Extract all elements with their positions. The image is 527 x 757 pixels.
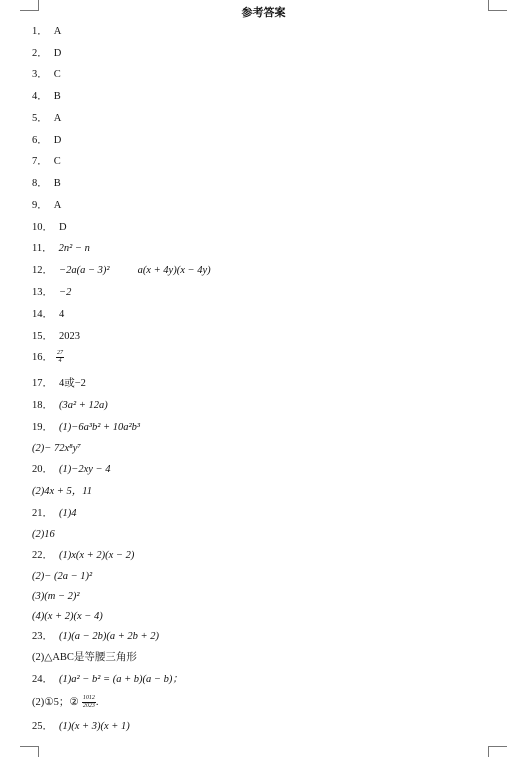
answer-22-part-1: 22． (1)x(x + 2)(x − 2) <box>32 550 135 561</box>
answer-10: 10． D <box>32 222 67 233</box>
answer-16: 16． $\frac{27}{4}$ <box>32 350 63 364</box>
answer-17: 17． 4或−2 <box>32 378 86 389</box>
answer-4: 4． B <box>32 91 61 102</box>
answer-21-part-1: 21． (1)4 <box>32 508 77 519</box>
answer-3: 3． C <box>32 69 61 80</box>
answer-22-part-3: (3)(m − 2)² <box>32 591 80 602</box>
answer-18: 18． (3a² + 12a) <box>32 400 108 411</box>
answer-12: 12． −2a(a − 3)² a(x + 4y)(x − 4y) <box>32 265 211 276</box>
answer-23-part-1: 23． (1)(a − 2b)(a + 2b + 2) <box>32 631 159 642</box>
fraction: $\frac{1012}{2023}$ <box>82 695 95 709</box>
answer-14: 14． 4 <box>32 309 65 320</box>
answer-23-part-2: (2)△ABC是等腰三角形 <box>32 652 137 663</box>
answer-7: 7． C <box>32 156 61 167</box>
answer-24-part-1: 24． (1)a² − b² = (a + b)(a − b)； <box>32 674 183 685</box>
answer-21-part-2: (2)16 <box>32 529 55 540</box>
answer-2: 2． D <box>32 48 62 59</box>
answer-13: 13． −2 <box>32 287 72 298</box>
answer-9: 9． A <box>32 200 62 211</box>
answer-20-part-1: 20． (1)−2xy − 4 <box>32 464 111 475</box>
answer-19-part-2: (2)− 72x⁸y⁷ <box>32 443 82 454</box>
answer-11: 11． 2n² − n <box>32 243 90 254</box>
fraction: $\frac{27}{4}$ <box>57 350 63 364</box>
answer-22-part-2: (2)− (2a − 1)² <box>32 571 93 582</box>
page-title: 参考答案 <box>241 6 286 19</box>
answer-25: 25． (1)(x + 3)(x + 1) <box>32 721 130 732</box>
answer-22-part-4: (4)(x + 2)(x − 4) <box>32 611 103 622</box>
answer-8: 8． B <box>32 178 61 189</box>
answer-19-part-1: 19． (1)−6a³b² + 10a²b³ <box>32 422 141 433</box>
answer-6: 6． D <box>32 135 62 146</box>
answer-1: 1． A <box>32 26 62 37</box>
answer-15: 15． 2023 <box>32 331 80 342</box>
answer-20-part-2: (2)4x + 5，11 <box>32 486 92 497</box>
answer-24-part-2: (2)①5；② $\frac{1012}{2023}$ . <box>32 695 99 709</box>
crop-mark-bottom-left <box>20 746 39 757</box>
answer-5: 5． A <box>32 113 62 124</box>
crop-mark-bottom-right <box>488 746 507 757</box>
